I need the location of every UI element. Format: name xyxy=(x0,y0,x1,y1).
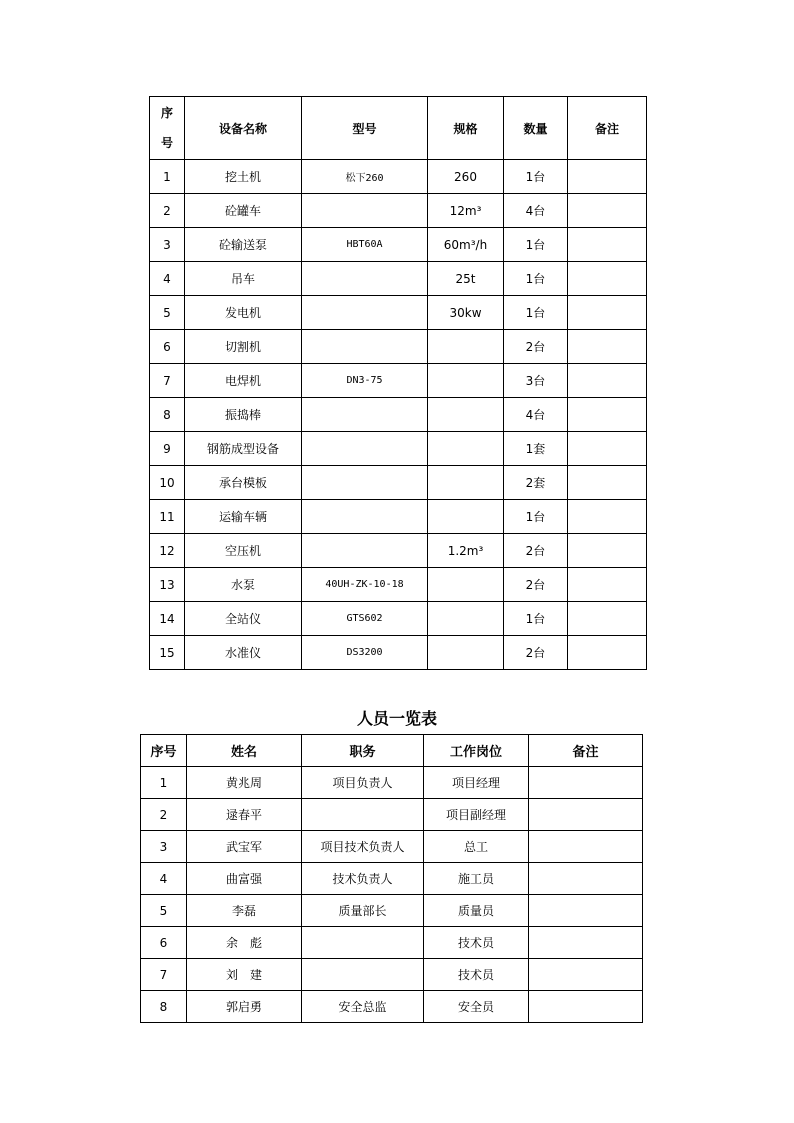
model-cell xyxy=(302,398,428,432)
table-row xyxy=(150,602,647,636)
post-cell: 施工员 xyxy=(424,863,529,895)
spec-cell: 25t xyxy=(428,262,504,296)
quantity-cell: 1台 xyxy=(504,262,568,296)
header-model: 型号 xyxy=(302,97,428,160)
row-seq-cell: 5 xyxy=(141,895,187,927)
row-seq-cell: 1 xyxy=(141,767,187,799)
note-cell xyxy=(529,959,643,991)
header-quantity: 数量 xyxy=(504,97,568,160)
table-row xyxy=(150,500,647,534)
table-row xyxy=(141,959,643,991)
spec-cell xyxy=(428,330,504,364)
table-row xyxy=(150,228,647,262)
duty-cell: 安全总监 xyxy=(302,991,424,1023)
equipment-header-row xyxy=(150,97,647,160)
equipment-name-cell: 砼输送泵 xyxy=(185,228,302,262)
table-row xyxy=(150,568,647,602)
spec-cell: 1.2m³ xyxy=(428,534,504,568)
staff-name-cell: 刘 建 xyxy=(187,959,302,991)
quantity-cell: 1套 xyxy=(504,432,568,466)
spec-cell xyxy=(428,602,504,636)
post-cell: 技术员 xyxy=(424,959,529,991)
equipment-name-cell: 水泵 xyxy=(185,568,302,602)
note-cell xyxy=(529,895,643,927)
header-spec: 规格 xyxy=(428,97,504,160)
row-seq-cell: 9 xyxy=(150,432,185,466)
equipment-name-cell: 空压机 xyxy=(185,534,302,568)
equipment-name-cell: 水准仪 xyxy=(185,636,302,670)
row-seq-cell: 3 xyxy=(141,831,187,863)
row-seq-cell: 13 xyxy=(150,568,185,602)
row-seq-cell: 4 xyxy=(150,262,185,296)
table-row xyxy=(150,296,647,330)
equipment-table xyxy=(149,96,647,670)
note-cell xyxy=(529,927,643,959)
spec-cell: 30kw xyxy=(428,296,504,330)
spec-cell xyxy=(428,636,504,670)
row-seq-cell: 11 xyxy=(150,500,185,534)
equipment-name-cell: 全站仪 xyxy=(185,602,302,636)
note-cell xyxy=(568,398,647,432)
row-seq-cell: 7 xyxy=(141,959,187,991)
equipment-name-cell: 切割机 xyxy=(185,330,302,364)
row-seq-cell: 14 xyxy=(150,602,185,636)
spec-cell xyxy=(428,568,504,602)
note-cell xyxy=(568,262,647,296)
table-row xyxy=(141,863,643,895)
row-seq-cell: 3 xyxy=(150,228,185,262)
table-row xyxy=(150,194,647,228)
table-row xyxy=(141,767,643,799)
note-cell xyxy=(568,364,647,398)
header-name: 姓名 xyxy=(187,735,302,767)
duty-cell xyxy=(302,927,424,959)
header-post: 工作岗位 xyxy=(424,735,529,767)
equipment-name-cell: 吊车 xyxy=(185,262,302,296)
note-cell xyxy=(568,568,647,602)
note-cell xyxy=(568,296,647,330)
quantity-cell: 2台 xyxy=(504,534,568,568)
post-cell: 总工 xyxy=(424,831,529,863)
quantity-cell: 2套 xyxy=(504,466,568,500)
equipment-name-cell: 运输车辆 xyxy=(185,500,302,534)
equipment-name-cell: 电焊机 xyxy=(185,364,302,398)
duty-cell xyxy=(302,799,424,831)
note-cell xyxy=(529,831,643,863)
table-row xyxy=(150,432,647,466)
row-seq-cell: 6 xyxy=(141,927,187,959)
table-row xyxy=(150,534,647,568)
post-cell: 安全员 xyxy=(424,991,529,1023)
model-cell xyxy=(302,534,428,568)
staff-name-cell: 黄兆周 xyxy=(187,767,302,799)
staff-name-cell: 武宝军 xyxy=(187,831,302,863)
header-equipment-name: 设备名称 xyxy=(185,97,302,160)
staff-table-title: 人员一览表 xyxy=(356,709,437,728)
spec-cell xyxy=(428,432,504,466)
row-seq-cell: 2 xyxy=(150,194,185,228)
row-seq-cell: 15 xyxy=(150,636,185,670)
model-cell xyxy=(302,500,428,534)
header-seq-bottom: 号 xyxy=(160,136,173,150)
model-cell xyxy=(302,330,428,364)
quantity-cell: 3台 xyxy=(504,364,568,398)
spec-cell xyxy=(428,466,504,500)
staff-name-cell: 余 彪 xyxy=(187,927,302,959)
table-row xyxy=(141,895,643,927)
table-row xyxy=(150,636,647,670)
duty-cell: 项目技术负责人 xyxy=(302,831,424,863)
staff-name-cell: 郭启勇 xyxy=(187,991,302,1023)
model-cell xyxy=(302,466,428,500)
equipment-name-cell: 发电机 xyxy=(185,296,302,330)
model-cell: HBT60A xyxy=(302,228,428,262)
header-duty: 职务 xyxy=(302,735,424,767)
staff-table xyxy=(140,734,643,1023)
header-note: 备注 xyxy=(529,735,643,767)
post-cell: 技术员 xyxy=(424,927,529,959)
model-cell: 40UH-ZK-10-18 xyxy=(302,568,428,602)
model-cell xyxy=(302,296,428,330)
quantity-cell: 2台 xyxy=(504,636,568,670)
duty-cell xyxy=(302,959,424,991)
quantity-cell: 1台 xyxy=(504,228,568,262)
note-cell xyxy=(529,863,643,895)
staff-name-cell: 曲富强 xyxy=(187,863,302,895)
header-note: 备注 xyxy=(568,97,647,160)
post-cell: 项目副经理 xyxy=(424,799,529,831)
quantity-cell: 1台 xyxy=(504,296,568,330)
table-row xyxy=(150,262,647,296)
row-seq-cell: 8 xyxy=(141,991,187,1023)
row-seq-cell: 8 xyxy=(150,398,185,432)
spec-cell: 12m³ xyxy=(428,194,504,228)
quantity-cell: 1台 xyxy=(504,602,568,636)
model-cell xyxy=(302,432,428,466)
equipment-name-cell: 挖土机 xyxy=(185,160,302,194)
table-row xyxy=(150,398,647,432)
row-seq-cell: 12 xyxy=(150,534,185,568)
note-cell xyxy=(568,228,647,262)
note-cell xyxy=(529,799,643,831)
table-row xyxy=(141,927,643,959)
table-row xyxy=(150,466,647,500)
row-seq-cell: 6 xyxy=(150,330,185,364)
model-cell: DS3200 xyxy=(302,636,428,670)
note-cell xyxy=(568,330,647,364)
note-cell xyxy=(529,991,643,1023)
duty-cell: 项目负责人 xyxy=(302,767,424,799)
spec-cell: 60m³/h xyxy=(428,228,504,262)
note-cell xyxy=(568,500,647,534)
table-row xyxy=(150,330,647,364)
equipment-name-cell: 振捣棒 xyxy=(185,398,302,432)
header-seq xyxy=(150,97,185,160)
quantity-cell: 4台 xyxy=(504,194,568,228)
quantity-cell: 1台 xyxy=(504,500,568,534)
note-cell xyxy=(568,160,647,194)
table-row xyxy=(141,991,643,1023)
quantity-cell: 2台 xyxy=(504,568,568,602)
model-cell: DN3-75 xyxy=(302,364,428,398)
row-seq-cell: 7 xyxy=(150,364,185,398)
quantity-cell: 1台 xyxy=(504,160,568,194)
note-cell xyxy=(568,432,647,466)
model-cell: GTS602 xyxy=(302,602,428,636)
equipment-name-cell: 承台模板 xyxy=(185,466,302,500)
row-seq-cell: 4 xyxy=(141,863,187,895)
staff-name-cell: 李磊 xyxy=(187,895,302,927)
spec-cell xyxy=(428,500,504,534)
note-cell xyxy=(568,602,647,636)
table-row xyxy=(141,799,643,831)
post-cell: 项目经理 xyxy=(424,767,529,799)
equipment-name-cell: 钢筋成型设备 xyxy=(185,432,302,466)
quantity-cell: 2台 xyxy=(504,330,568,364)
note-cell xyxy=(568,466,647,500)
equipment-name-cell: 砼罐车 xyxy=(185,194,302,228)
row-seq-cell: 5 xyxy=(150,296,185,330)
table-row xyxy=(150,364,647,398)
spec-cell: 260 xyxy=(428,160,504,194)
duty-cell: 技术负责人 xyxy=(302,863,424,895)
row-seq-cell: 10 xyxy=(150,466,185,500)
row-seq-cell: 1 xyxy=(150,160,185,194)
model-cell: 松下260 xyxy=(302,160,428,194)
note-cell xyxy=(568,194,647,228)
spec-cell xyxy=(428,398,504,432)
model-cell xyxy=(302,262,428,296)
model-cell xyxy=(302,194,428,228)
table-row xyxy=(141,831,643,863)
header-seq: 序号 xyxy=(141,735,187,767)
duty-cell: 质量部长 xyxy=(302,895,424,927)
row-seq-cell: 2 xyxy=(141,799,187,831)
header-seq-top: 序 xyxy=(160,106,173,120)
post-cell: 质量员 xyxy=(424,895,529,927)
quantity-cell: 4台 xyxy=(504,398,568,432)
staff-name-cell: 逯春平 xyxy=(187,799,302,831)
spec-cell xyxy=(428,364,504,398)
note-cell xyxy=(529,767,643,799)
staff-header-row xyxy=(141,735,643,767)
note-cell xyxy=(568,636,647,670)
note-cell xyxy=(568,534,647,568)
table-row xyxy=(150,160,647,194)
